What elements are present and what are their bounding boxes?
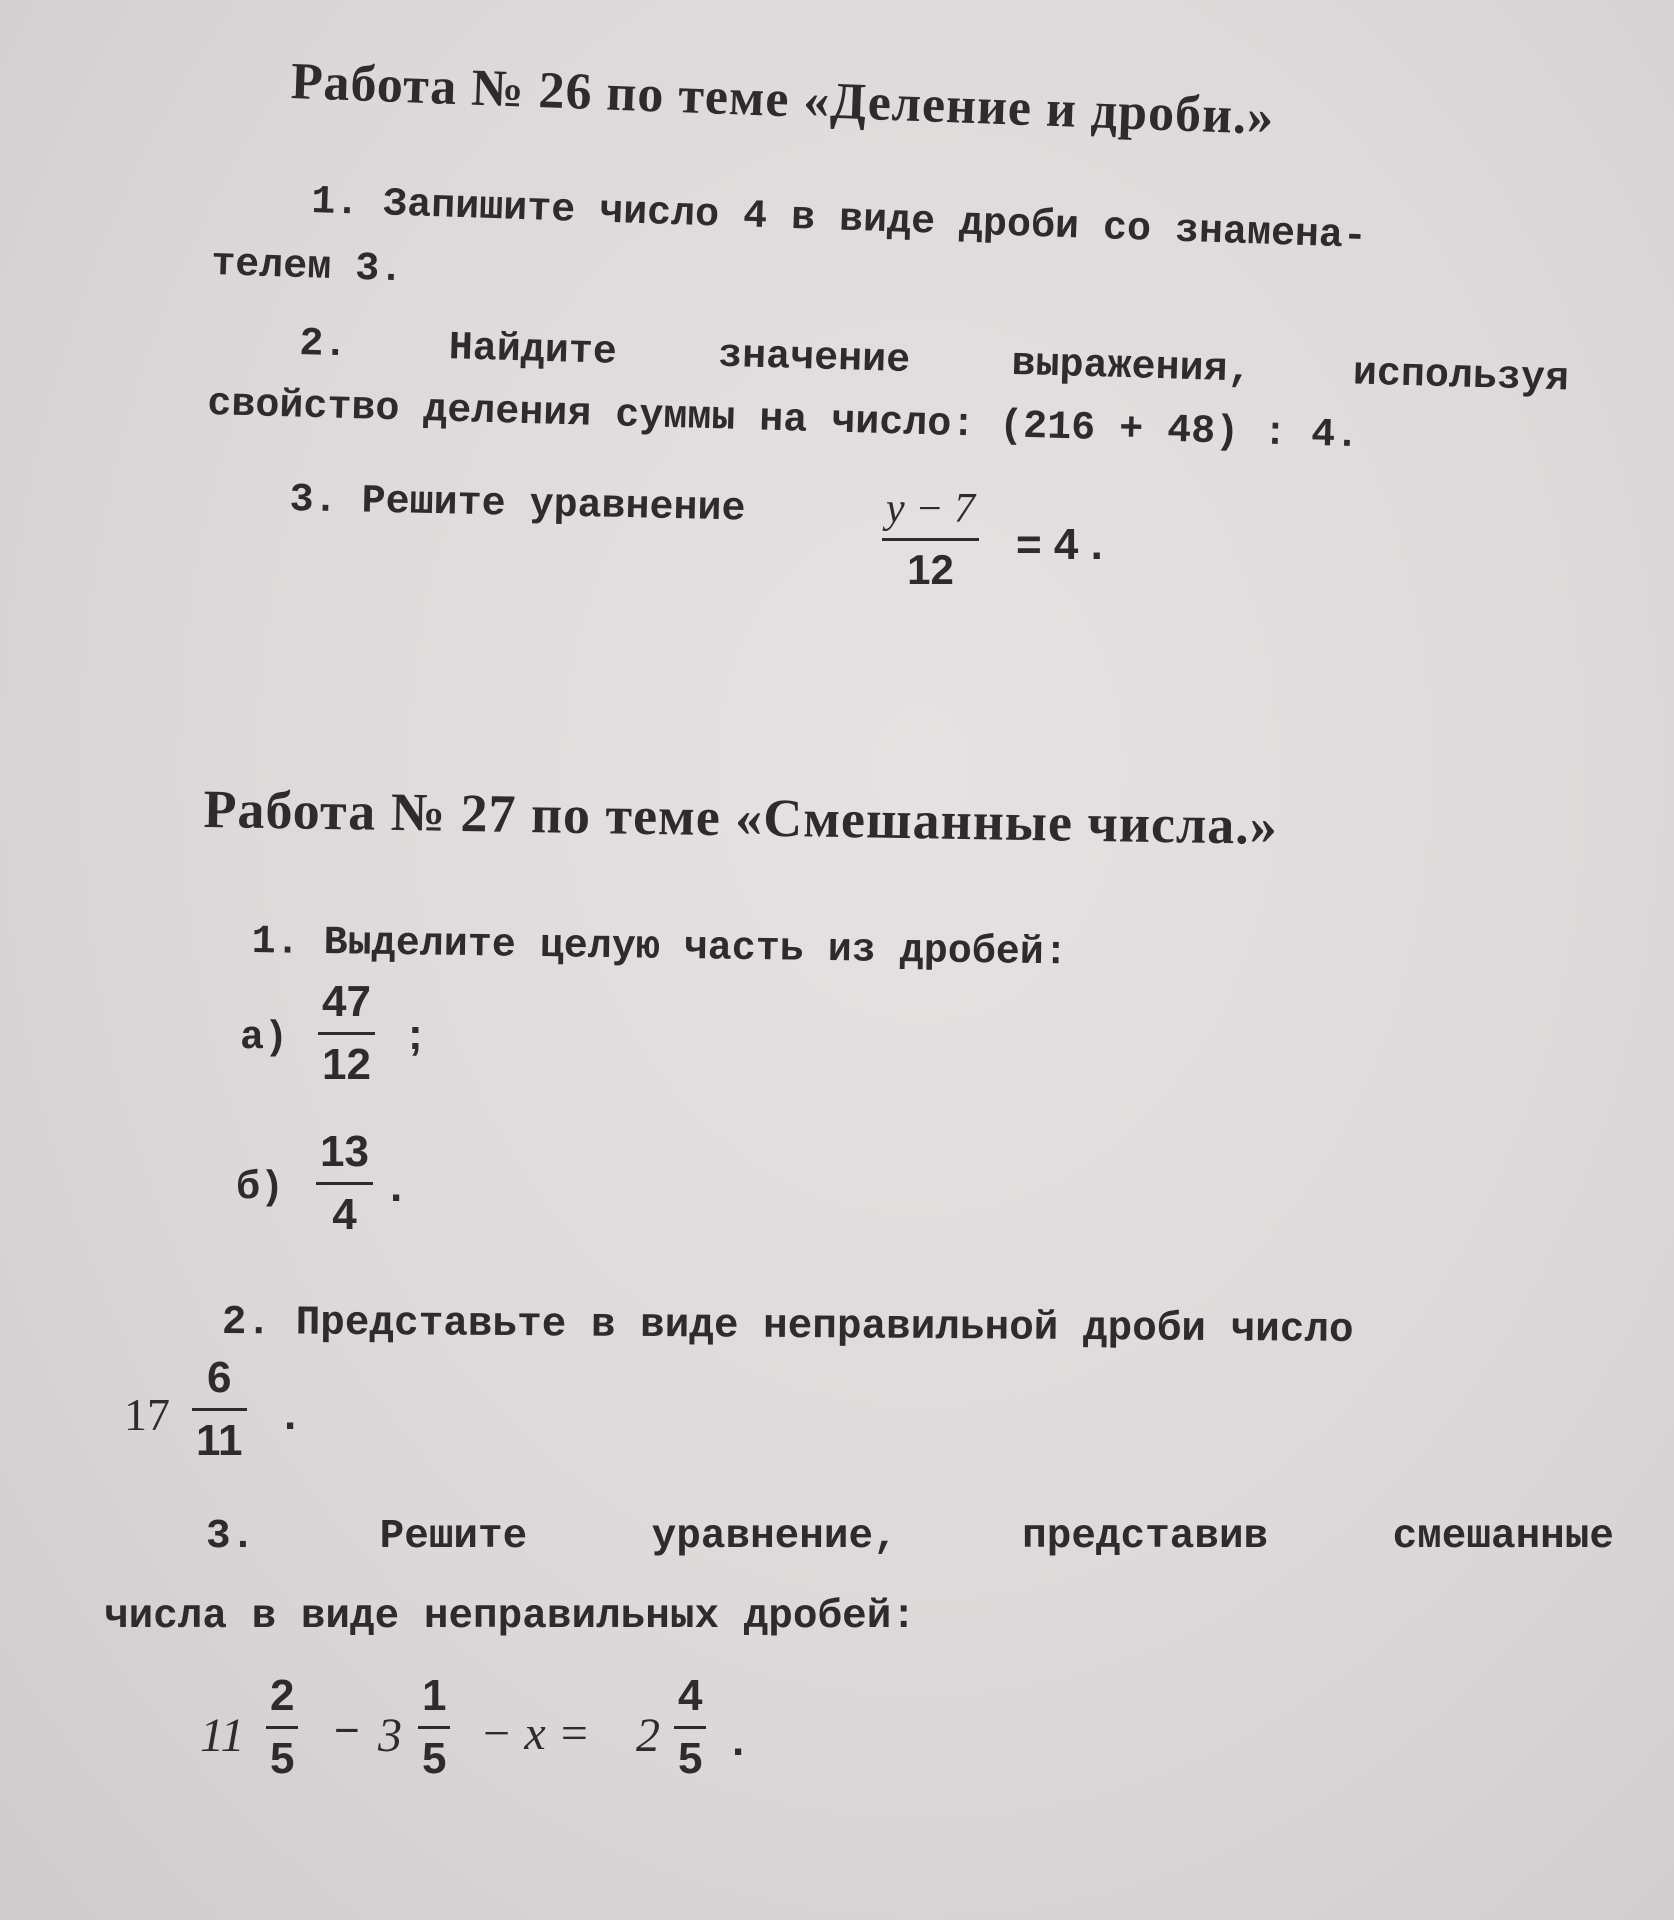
work-26-task-2-line-2: свойство деления суммы на число: (216 + 48) : 4.	[206, 382, 1360, 460]
word: Найдите	[448, 326, 618, 376]
equation-fraction-1	[266, 1671, 298, 1783]
fraction-numerator: 1	[422, 1671, 447, 1720]
word: смешанные	[1392, 1514, 1614, 1560]
task-number: 2.	[298, 322, 348, 369]
work-27-task-2-fraction	[192, 1353, 247, 1465]
work-27-title: Работа № 27 по теме «Смешанные числа.»	[203, 778, 1279, 856]
equation-punct: .	[732, 1716, 745, 1765]
work-27-task-1b-punct: .	[390, 1162, 403, 1211]
work-26-title: Работа № 26 по теме «Деление и дроби.»	[289, 52, 1276, 147]
word: значение	[717, 333, 911, 385]
word: выражения,	[1010, 341, 1253, 394]
work-27-task-1b-marker: б)	[236, 1166, 285, 1211]
work-26-task-3-rhs: = 4 .	[1016, 520, 1103, 569]
equation-fraction-2	[418, 1671, 450, 1783]
work-27-task-1a-punct: ;	[408, 1010, 423, 1059]
word: используя	[1352, 351, 1570, 403]
equation-middle: − x =	[480, 1707, 591, 1760]
fraction-denominator: 5	[422, 1734, 447, 1783]
fraction-denominator: 12	[907, 546, 954, 593]
equation-whole-2: 3	[378, 1709, 402, 1762]
work-27-task-2-whole: 17	[124, 1389, 170, 1440]
word: представив	[1022, 1514, 1269, 1560]
fraction-denominator: 5	[678, 1734, 703, 1783]
work-27-task-1-label: 1. Выделите целую часть из дробей:	[251, 920, 1069, 977]
fraction-denominator: 11	[196, 1416, 243, 1465]
fraction-numerator: 6	[207, 1353, 232, 1402]
work-27-task-3-line-2: числа в виде неправильных дробей:	[104, 1594, 916, 1640]
work-27-task-2-line-1: 2. Представьте в виде неправильной дроби число	[221, 1300, 1354, 1354]
work-27-task-1a-fraction	[318, 977, 375, 1089]
work-27-task-3-line-1	[206, 1514, 1614, 1560]
work-26-task-3-label: 3. Решите уравнение	[289, 478, 746, 533]
work-27-task-1a-marker: а)	[240, 1016, 289, 1061]
fraction-numerator: 4	[678, 1671, 703, 1720]
fraction-denominator: 4	[332, 1190, 357, 1239]
fraction-numerator: 2	[270, 1671, 295, 1720]
work-26-task-1-line-2: телем 3.	[210, 242, 404, 294]
fraction-numerator: y − 7	[886, 486, 975, 532]
work-26-task-3-fraction	[882, 488, 979, 591]
word: уравнение,	[651, 1514, 898, 1560]
equation-fraction-3	[674, 1671, 706, 1783]
fraction-denominator: 12	[322, 1040, 371, 1089]
work-26-task-1-line-1: 1. Запишите число 4 в виде дроби со знамена-	[310, 180, 1368, 260]
work-27-task-1b-fraction	[316, 1127, 373, 1239]
equation-whole-1: 11	[200, 1709, 245, 1762]
work-27-task-2-punct: .	[284, 1390, 297, 1439]
fraction-numerator: 47	[322, 977, 371, 1026]
equation-whole-3: 2	[636, 1709, 660, 1762]
task-number: 3.	[206, 1514, 256, 1560]
word: Решите	[379, 1514, 528, 1560]
equation-minus-1: −	[334, 1706, 360, 1755]
fraction-denominator: 5	[270, 1734, 295, 1783]
fraction-numerator: 13	[320, 1127, 369, 1176]
